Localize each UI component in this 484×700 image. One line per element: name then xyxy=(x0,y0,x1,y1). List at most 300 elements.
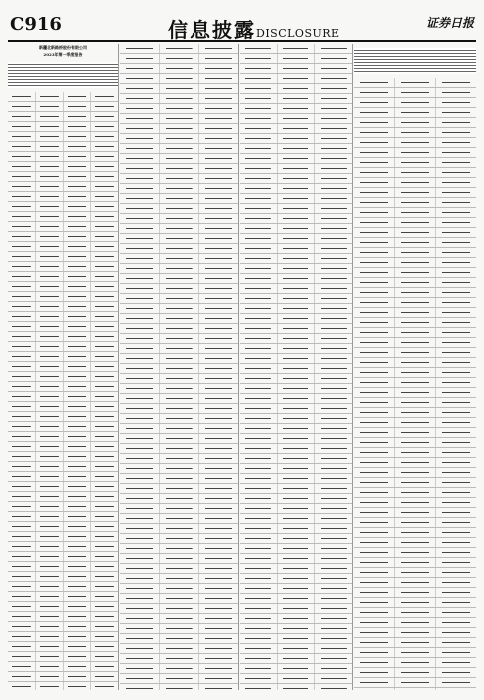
table-cell xyxy=(120,674,160,683)
table-cell xyxy=(36,272,64,281)
table-cell xyxy=(278,414,316,423)
table-cell xyxy=(436,378,476,387)
table-cell xyxy=(199,134,238,143)
table-cell xyxy=(436,538,476,547)
table-row xyxy=(120,464,238,474)
table-cell xyxy=(64,672,92,681)
table-cell xyxy=(91,452,118,461)
table-row xyxy=(120,294,238,304)
table-cell xyxy=(315,684,352,690)
table-cell xyxy=(160,244,200,253)
company-heading xyxy=(8,44,118,58)
table-cell xyxy=(120,454,160,463)
table-cell xyxy=(354,358,395,367)
table-cell xyxy=(315,464,352,473)
table-cell xyxy=(64,652,92,661)
table-cell xyxy=(315,564,352,573)
table-row xyxy=(120,474,238,484)
table-cell xyxy=(315,494,352,503)
table-cell xyxy=(436,528,476,537)
table-cell xyxy=(91,612,118,621)
table-cell xyxy=(160,184,200,193)
table-row xyxy=(354,358,476,368)
table-row xyxy=(8,342,118,352)
table-row xyxy=(240,424,352,434)
table-cell xyxy=(8,672,36,681)
table-cell xyxy=(91,602,118,611)
table-row xyxy=(120,214,238,224)
table-cell xyxy=(8,232,36,241)
table-cell xyxy=(278,254,316,263)
table-row xyxy=(354,198,476,208)
table-row xyxy=(8,162,118,172)
table-cell xyxy=(240,464,278,473)
table-cell xyxy=(240,194,278,203)
table-cell xyxy=(278,74,316,83)
table-cell xyxy=(91,182,118,191)
table-row xyxy=(8,92,118,102)
table-cell xyxy=(160,364,200,373)
table-cell xyxy=(199,644,238,653)
table-cell xyxy=(315,514,352,523)
table-cell xyxy=(436,518,476,527)
table-cell xyxy=(36,482,64,491)
table-row xyxy=(120,184,238,194)
table-row xyxy=(354,468,476,478)
table-cell xyxy=(199,424,238,433)
table-cell xyxy=(395,228,436,237)
table-cell xyxy=(240,444,278,453)
table-cell xyxy=(64,622,92,631)
table-cell xyxy=(315,404,352,413)
table-cell xyxy=(199,154,238,163)
table-row xyxy=(240,544,352,554)
table-cell xyxy=(199,254,238,263)
table-cell xyxy=(160,124,200,133)
table-cell xyxy=(91,172,118,181)
table-cell xyxy=(240,414,278,423)
table-row xyxy=(8,332,118,342)
table-cell xyxy=(199,234,238,243)
table-cell xyxy=(160,454,200,463)
table-cell xyxy=(120,254,160,263)
table-row xyxy=(354,228,476,238)
table-cell xyxy=(199,564,238,573)
table-cell xyxy=(36,202,64,211)
table-cell xyxy=(395,468,436,477)
table-row xyxy=(120,254,238,264)
table-cell xyxy=(436,208,476,217)
table-cell xyxy=(8,132,36,141)
table-row xyxy=(354,118,476,128)
table-cell xyxy=(120,104,160,113)
table-cell xyxy=(64,382,92,391)
table-cell xyxy=(160,164,200,173)
table-row xyxy=(354,108,476,118)
table-cell xyxy=(315,544,352,553)
table-cell xyxy=(240,64,278,73)
table-cell xyxy=(8,352,36,361)
table-cell xyxy=(354,248,395,257)
table-cell xyxy=(8,372,36,381)
table-cell xyxy=(64,282,92,291)
newspaper-logo: 证券日报 xyxy=(425,16,474,30)
table-cell xyxy=(36,512,64,521)
table-cell xyxy=(278,684,316,690)
table-cell xyxy=(395,248,436,257)
table-row xyxy=(354,408,476,418)
table xyxy=(354,78,476,690)
table-cell xyxy=(436,398,476,407)
table-cell xyxy=(278,244,316,253)
table-cell xyxy=(199,94,238,103)
table-cell xyxy=(120,264,160,273)
table-row xyxy=(120,224,238,234)
table-cell xyxy=(91,482,118,491)
table-row xyxy=(120,94,238,104)
table-cell xyxy=(120,684,160,690)
table-row xyxy=(120,504,238,514)
table-cell xyxy=(436,98,476,107)
table-cell xyxy=(8,222,36,231)
table-cell xyxy=(36,662,64,671)
table-cell xyxy=(278,404,316,413)
table-cell xyxy=(354,338,395,347)
table-cell xyxy=(120,74,160,83)
table-cell xyxy=(160,174,200,183)
table-cell xyxy=(436,348,476,357)
table-row xyxy=(354,298,476,308)
table-row xyxy=(240,244,352,254)
table-row xyxy=(240,394,352,404)
table-cell xyxy=(436,688,476,690)
table-cell xyxy=(199,54,238,63)
table-cell xyxy=(436,88,476,97)
table-cell xyxy=(436,218,476,227)
table-cell xyxy=(199,144,238,153)
table-cell xyxy=(436,418,476,427)
table-cell xyxy=(354,468,395,477)
table-row xyxy=(8,192,118,202)
table-row xyxy=(120,44,238,54)
table-row xyxy=(240,564,352,574)
table-cell xyxy=(395,88,436,97)
table-row xyxy=(240,404,352,414)
table-cell xyxy=(199,214,238,223)
table-row xyxy=(8,302,118,312)
table-cell xyxy=(120,494,160,503)
table-cell xyxy=(64,272,92,281)
table-row xyxy=(240,154,352,164)
table-cell xyxy=(240,474,278,483)
table-cell xyxy=(240,114,278,123)
table-cell xyxy=(8,262,36,271)
table-cell xyxy=(278,354,316,363)
column-1 xyxy=(8,44,119,690)
table-cell xyxy=(240,264,278,273)
table-cell xyxy=(436,608,476,617)
table-row xyxy=(240,634,352,644)
table-cell xyxy=(240,504,278,513)
table-cell xyxy=(8,652,36,661)
table-row xyxy=(354,518,476,528)
table-cell xyxy=(278,314,316,323)
table-cell xyxy=(240,424,278,433)
table-cell xyxy=(436,558,476,567)
table-row xyxy=(354,88,476,98)
table-cell xyxy=(160,84,200,93)
table-row xyxy=(120,354,238,364)
table-row xyxy=(240,384,352,394)
table-cell xyxy=(8,582,36,591)
table-cell xyxy=(354,298,395,307)
table-cell xyxy=(160,134,200,143)
table-row xyxy=(120,644,238,654)
table-cell xyxy=(64,322,92,331)
table-row xyxy=(8,432,118,442)
table-cell xyxy=(8,362,36,371)
table-cell xyxy=(240,564,278,573)
table-cell xyxy=(199,674,238,683)
table-row xyxy=(8,542,118,552)
table-cell xyxy=(8,522,36,531)
table-cell xyxy=(395,348,436,357)
table-row xyxy=(8,232,118,242)
table-cell xyxy=(160,494,200,503)
table-cell xyxy=(160,274,200,283)
table-cell xyxy=(36,372,64,381)
table-cell xyxy=(315,54,352,63)
table-row xyxy=(354,78,476,88)
table-cell xyxy=(8,622,36,631)
text-block xyxy=(354,48,476,74)
table-cell xyxy=(199,374,238,383)
table-row xyxy=(240,274,352,284)
table-cell xyxy=(36,502,64,511)
table-cell xyxy=(395,548,436,557)
table-cell xyxy=(436,448,476,457)
table-cell xyxy=(395,298,436,307)
table-cell xyxy=(315,74,352,83)
table-cell xyxy=(120,534,160,543)
table-row xyxy=(8,502,118,512)
table-cell xyxy=(436,628,476,637)
table-cell xyxy=(315,314,352,323)
table-row xyxy=(8,672,118,682)
table-row xyxy=(354,598,476,608)
table-cell xyxy=(36,322,64,331)
table-cell xyxy=(160,224,200,233)
table-cell xyxy=(199,264,238,273)
table-row xyxy=(240,294,352,304)
table-cell xyxy=(354,158,395,167)
table-cell xyxy=(91,552,118,561)
table-cell xyxy=(395,388,436,397)
table-row xyxy=(8,522,118,532)
table-row xyxy=(354,688,476,690)
table-row xyxy=(354,168,476,178)
table-cell xyxy=(36,182,64,191)
table-cell xyxy=(354,428,395,437)
table-cell xyxy=(240,354,278,363)
table-row xyxy=(354,248,476,258)
table-row xyxy=(8,272,118,282)
table-cell xyxy=(278,344,316,353)
table-cell xyxy=(120,574,160,583)
table-cell xyxy=(64,292,92,301)
table-cell xyxy=(199,384,238,393)
table-cell xyxy=(315,344,352,353)
table-cell xyxy=(395,478,436,487)
table-cell xyxy=(354,438,395,447)
table-cell xyxy=(8,462,36,471)
table-cell xyxy=(36,652,64,661)
table-cell xyxy=(315,264,352,273)
table-row xyxy=(8,352,118,362)
table-cell xyxy=(315,154,352,163)
table-cell xyxy=(315,374,352,383)
table-cell xyxy=(240,484,278,493)
table-row xyxy=(120,494,238,504)
table-cell xyxy=(395,628,436,637)
table-row xyxy=(120,654,238,664)
table-cell xyxy=(120,44,160,53)
table-cell xyxy=(240,184,278,193)
table-cell xyxy=(160,474,200,483)
table-cell xyxy=(354,398,395,407)
table-cell xyxy=(315,534,352,543)
table-cell xyxy=(36,472,64,481)
table-row xyxy=(120,84,238,94)
table-cell xyxy=(120,284,160,293)
table-row xyxy=(8,602,118,612)
table-row xyxy=(120,324,238,334)
table-row xyxy=(8,512,118,522)
table-row xyxy=(240,314,352,324)
table-cell xyxy=(160,74,200,83)
table-cell xyxy=(91,542,118,551)
table-cell xyxy=(199,84,238,93)
table-cell xyxy=(120,144,160,153)
table-cell xyxy=(199,354,238,363)
table-cell xyxy=(354,348,395,357)
table-row xyxy=(8,572,118,582)
table-cell xyxy=(8,112,36,121)
table-row xyxy=(120,64,238,74)
table-cell xyxy=(395,208,436,217)
table-cell xyxy=(278,514,316,523)
table-cell xyxy=(160,574,200,583)
table-row xyxy=(240,614,352,624)
table-cell xyxy=(240,314,278,323)
table-row xyxy=(240,374,352,384)
table-cell xyxy=(436,288,476,297)
table-cell xyxy=(64,152,92,161)
table-row xyxy=(354,158,476,168)
table-cell xyxy=(199,184,238,193)
table-cell xyxy=(91,212,118,221)
table-cell xyxy=(91,302,118,311)
table-cell xyxy=(120,324,160,333)
table-row xyxy=(120,664,238,674)
table-cell xyxy=(240,54,278,63)
table-cell xyxy=(315,64,352,73)
table-cell xyxy=(199,294,238,303)
table-cell xyxy=(160,344,200,353)
table-cell xyxy=(240,174,278,183)
table-row xyxy=(240,514,352,524)
table-row xyxy=(354,678,476,688)
table-cell xyxy=(64,642,92,651)
table-row xyxy=(354,498,476,508)
table-cell xyxy=(120,374,160,383)
table-cell xyxy=(91,632,118,641)
table-row xyxy=(240,354,352,364)
table-row xyxy=(8,292,118,302)
table-row xyxy=(240,344,352,354)
table-cell xyxy=(199,394,238,403)
table-cell xyxy=(315,44,352,53)
table-cell xyxy=(354,368,395,377)
table-cell xyxy=(199,124,238,133)
table-cell xyxy=(36,292,64,301)
table-cell xyxy=(354,258,395,267)
table-cell xyxy=(278,454,316,463)
table-cell xyxy=(436,128,476,137)
table-cell xyxy=(395,508,436,517)
table xyxy=(120,44,238,690)
table-cell xyxy=(8,552,36,561)
table-cell xyxy=(315,584,352,593)
table-cell xyxy=(91,642,118,651)
table-cell xyxy=(64,612,92,621)
table-row xyxy=(240,624,352,634)
table-row xyxy=(120,394,238,404)
table-row xyxy=(8,472,118,482)
table-cell xyxy=(278,534,316,543)
table-row xyxy=(354,548,476,558)
table-cell xyxy=(395,668,436,677)
table-cell xyxy=(91,582,118,591)
table-row xyxy=(120,454,238,464)
table-row xyxy=(120,374,238,384)
table-row xyxy=(240,124,352,134)
table-cell xyxy=(240,374,278,383)
table-row xyxy=(8,592,118,602)
table-cell xyxy=(8,662,36,671)
table-row xyxy=(120,154,238,164)
table-cell xyxy=(315,504,352,513)
table-row xyxy=(240,484,352,494)
table-cell xyxy=(120,154,160,163)
table-cell xyxy=(436,228,476,237)
table-cell xyxy=(278,264,316,273)
table-cell xyxy=(199,314,238,323)
table-cell xyxy=(8,292,36,301)
table-row xyxy=(240,674,352,684)
table-cell xyxy=(278,394,316,403)
table-row xyxy=(120,264,238,274)
table-cell xyxy=(160,584,200,593)
table-cell xyxy=(395,648,436,657)
table-row xyxy=(8,662,118,672)
table-cell xyxy=(199,504,238,513)
table-row xyxy=(120,134,238,144)
table-cell xyxy=(278,544,316,553)
table-row xyxy=(240,104,352,114)
table-cell xyxy=(315,444,352,453)
table-cell xyxy=(160,634,200,643)
